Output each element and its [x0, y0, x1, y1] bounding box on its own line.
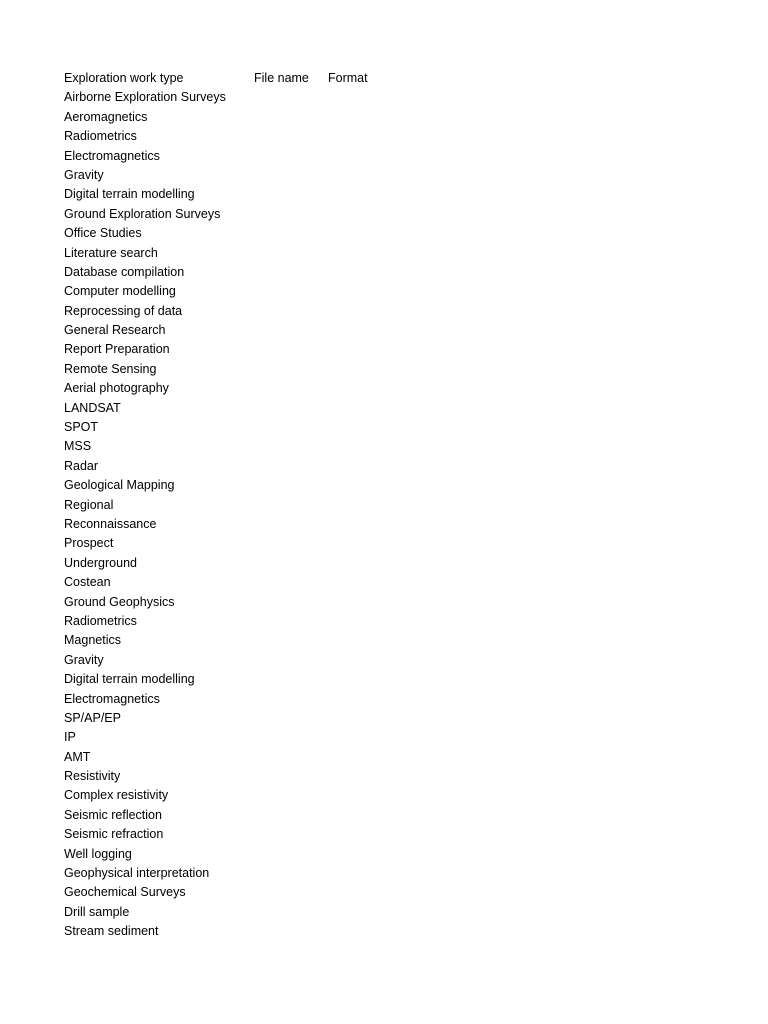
format-cell — [328, 922, 408, 941]
format-cell — [328, 670, 408, 689]
header-exploration-work-type: Exploration work type — [64, 71, 184, 85]
file-name-cell — [254, 166, 328, 185]
exploration-work-type-cell: Radiometrics — [64, 613, 137, 628]
table-row — [64, 631, 724, 650]
file-name-cell — [254, 786, 328, 805]
table-row — [64, 825, 724, 844]
file-name-cell — [254, 612, 328, 631]
table-row — [64, 573, 724, 592]
exploration-work-type-cell: IP — [64, 730, 76, 745]
exploration-work-type-cell: Ground Geophysics — [64, 594, 175, 609]
format-cell — [328, 631, 408, 650]
exploration-work-type-cell: Electromagnetics — [64, 148, 160, 163]
file-name-cell — [254, 670, 328, 689]
exploration-work-type-cell: Costean — [64, 575, 111, 590]
file-name-cell — [254, 767, 328, 786]
exploration-work-type-cell: Digital terrain modelling — [64, 672, 195, 687]
format-cell — [328, 476, 408, 495]
table-row — [64, 728, 724, 747]
file-name-cell — [254, 496, 328, 515]
format-cell — [328, 515, 408, 534]
file-name-cell — [254, 515, 328, 534]
exploration-work-type-cell: LANDSAT — [64, 400, 121, 415]
format-cell — [328, 593, 408, 612]
exploration-work-type-cell: Geological Mapping — [64, 478, 175, 493]
file-name-cell — [254, 263, 328, 282]
file-name-cell — [254, 534, 328, 553]
table-row — [64, 379, 724, 398]
table-row — [64, 593, 724, 612]
file-name-cell — [254, 573, 328, 592]
table-row — [64, 399, 724, 418]
file-name-cell — [254, 88, 328, 107]
format-cell — [328, 166, 408, 185]
table-row — [64, 709, 724, 728]
format-cell — [328, 360, 408, 379]
exploration-work-type-cell: Radar — [64, 458, 99, 473]
file-name-cell — [254, 321, 328, 340]
format-cell — [328, 883, 408, 902]
file-name-cell — [254, 360, 328, 379]
table-row — [64, 205, 724, 224]
file-name-cell — [254, 631, 328, 650]
format-cell — [328, 709, 408, 728]
table-row — [64, 786, 724, 805]
file-name-cell — [254, 709, 328, 728]
exploration-work-type-cell: Complex resistivity — [64, 788, 169, 803]
format-cell — [328, 321, 408, 340]
format-cell — [328, 806, 408, 825]
exploration-work-type-cell: Office Studies — [64, 226, 142, 241]
table-row — [64, 263, 724, 282]
format-cell — [328, 728, 408, 747]
format-cell — [328, 224, 408, 243]
file-name-cell — [254, 593, 328, 612]
format-cell — [328, 185, 408, 204]
file-name-cell — [254, 147, 328, 166]
file-name-cell — [254, 476, 328, 495]
format-cell — [328, 457, 408, 476]
exploration-work-type-cell: Underground — [64, 555, 137, 570]
table-row — [64, 360, 724, 379]
format-cell — [328, 573, 408, 592]
format-cell — [328, 651, 408, 670]
exploration-work-type-cell: Seismic reflection — [64, 807, 162, 822]
exploration-work-type-cell: Drill sample — [64, 904, 130, 919]
file-name-cell — [254, 108, 328, 127]
table-row — [64, 127, 724, 146]
format-cell — [328, 88, 408, 107]
format-cell — [328, 903, 408, 922]
table-row — [64, 864, 724, 883]
exploration-work-type-cell: Reprocessing of data — [64, 303, 183, 318]
exploration-work-type-cell: Ground Exploration Surveys — [64, 206, 221, 221]
file-name-cell — [254, 864, 328, 883]
table-row — [64, 282, 724, 301]
table-row — [64, 767, 724, 786]
exploration-work-type-cell: Aerial photography — [64, 381, 169, 396]
format-cell — [328, 825, 408, 844]
file-name-cell — [254, 845, 328, 864]
table-row — [64, 903, 724, 922]
exploration-work-type-cell: SP/AP/EP — [64, 710, 121, 725]
table-row — [64, 108, 724, 127]
file-name-cell — [254, 690, 328, 709]
exploration-work-type-cell: Literature search — [64, 245, 158, 260]
file-name-cell — [254, 399, 328, 418]
exploration-work-type-cell: Regional — [64, 497, 114, 512]
exploration-work-type-cell: Computer modelling — [64, 284, 176, 299]
table-row — [64, 437, 724, 456]
table-row — [64, 651, 724, 670]
format-cell — [328, 263, 408, 282]
format-cell — [328, 767, 408, 786]
format-cell — [328, 496, 408, 515]
format-cell — [328, 418, 408, 437]
file-name-cell — [254, 340, 328, 359]
table-row — [64, 302, 724, 321]
table-row — [64, 476, 724, 495]
format-cell — [328, 147, 408, 166]
table-row — [64, 224, 724, 243]
table-row — [64, 147, 724, 166]
exploration-work-type-cell: Geochemical Surveys — [64, 885, 186, 900]
file-name-cell — [254, 651, 328, 670]
table-row — [64, 845, 724, 864]
exploration-work-type-cell: Geophysical interpretation — [64, 866, 210, 881]
exploration-work-type-cell: General Research — [64, 323, 166, 338]
format-cell — [328, 845, 408, 864]
format-cell — [328, 399, 408, 418]
file-name-cell — [254, 728, 328, 747]
table-row — [64, 554, 724, 573]
table-row — [64, 88, 724, 107]
table-row — [64, 883, 724, 902]
table-row — [64, 166, 724, 185]
exploration-work-type-cell: Magnetics — [64, 633, 121, 648]
file-name-cell — [254, 127, 328, 146]
table-row — [64, 321, 724, 340]
file-name-cell — [254, 418, 328, 437]
table-row — [64, 748, 724, 767]
exploration-work-type-cell: Reconnaissance — [64, 516, 157, 531]
file-name-cell — [254, 748, 328, 767]
exploration-work-type-cell: Radiometrics — [64, 129, 137, 144]
exploration-work-type-cell: Seismic refraction — [64, 827, 164, 842]
format-cell — [328, 127, 408, 146]
file-name-cell — [254, 185, 328, 204]
table-header-row — [64, 69, 724, 88]
file-name-cell — [254, 379, 328, 398]
file-name-cell — [254, 437, 328, 456]
exploration-work-type-cell: Database compilation — [64, 264, 185, 279]
format-cell — [328, 748, 408, 767]
file-name-cell — [254, 282, 328, 301]
table-row — [64, 515, 724, 534]
exploration-work-type-cell: Well logging — [64, 846, 132, 861]
format-cell — [328, 554, 408, 573]
format-cell — [328, 690, 408, 709]
exploration-work-type-cell: Remote Sensing — [64, 361, 157, 376]
exploration-work-type-cell: Gravity — [64, 652, 104, 667]
file-name-cell — [254, 903, 328, 922]
table-row — [64, 496, 724, 515]
table-row — [64, 244, 724, 263]
exploration-work-type-cell: Gravity — [64, 167, 104, 182]
file-name-cell — [254, 806, 328, 825]
file-name-cell — [254, 205, 328, 224]
exploration-work-type-cell: Prospect — [64, 536, 114, 551]
exploration-work-type-cell: Resistivity — [64, 769, 121, 784]
exploration-table — [64, 69, 724, 942]
table-row — [64, 690, 724, 709]
exploration-work-type-cell: Digital terrain modelling — [64, 187, 195, 202]
file-name-cell — [254, 883, 328, 902]
exploration-work-type-cell: SPOT — [64, 420, 99, 435]
format-cell — [328, 108, 408, 127]
format-cell — [328, 612, 408, 631]
exploration-work-type-cell: Stream sediment — [64, 924, 159, 939]
exploration-work-type-cell: Electromagnetics — [64, 691, 160, 706]
format-cell — [328, 282, 408, 301]
table-row — [64, 534, 724, 553]
table-row — [64, 418, 724, 437]
table-row — [64, 612, 724, 631]
table-row — [64, 457, 724, 476]
table-row — [64, 670, 724, 689]
table-row — [64, 922, 724, 941]
file-name-cell — [254, 922, 328, 941]
format-cell — [328, 534, 408, 553]
file-name-cell — [254, 244, 328, 263]
file-name-cell — [254, 302, 328, 321]
format-cell — [328, 786, 408, 805]
header-format: Format — [328, 71, 368, 85]
table-row — [64, 185, 724, 204]
table-body — [64, 88, 724, 941]
table-row — [64, 806, 724, 825]
file-name-cell — [254, 457, 328, 476]
table-row — [64, 340, 724, 359]
exploration-work-type-cell: Aeromagnetics — [64, 109, 148, 124]
format-cell — [328, 437, 408, 456]
format-cell — [328, 302, 408, 321]
file-name-cell — [254, 224, 328, 243]
file-name-cell — [254, 825, 328, 844]
format-cell — [328, 340, 408, 359]
format-cell — [328, 864, 408, 883]
exploration-work-type-cell: Report Preparation — [64, 342, 170, 357]
format-cell — [328, 205, 408, 224]
exploration-work-type-cell: AMT — [64, 749, 91, 764]
file-name-cell — [254, 554, 328, 573]
format-cell — [328, 379, 408, 398]
exploration-work-type-cell: MSS — [64, 439, 92, 454]
header-file-name: File name — [254, 71, 309, 85]
format-cell — [328, 244, 408, 263]
exploration-work-type-cell: Airborne Exploration Surveys — [64, 90, 226, 105]
